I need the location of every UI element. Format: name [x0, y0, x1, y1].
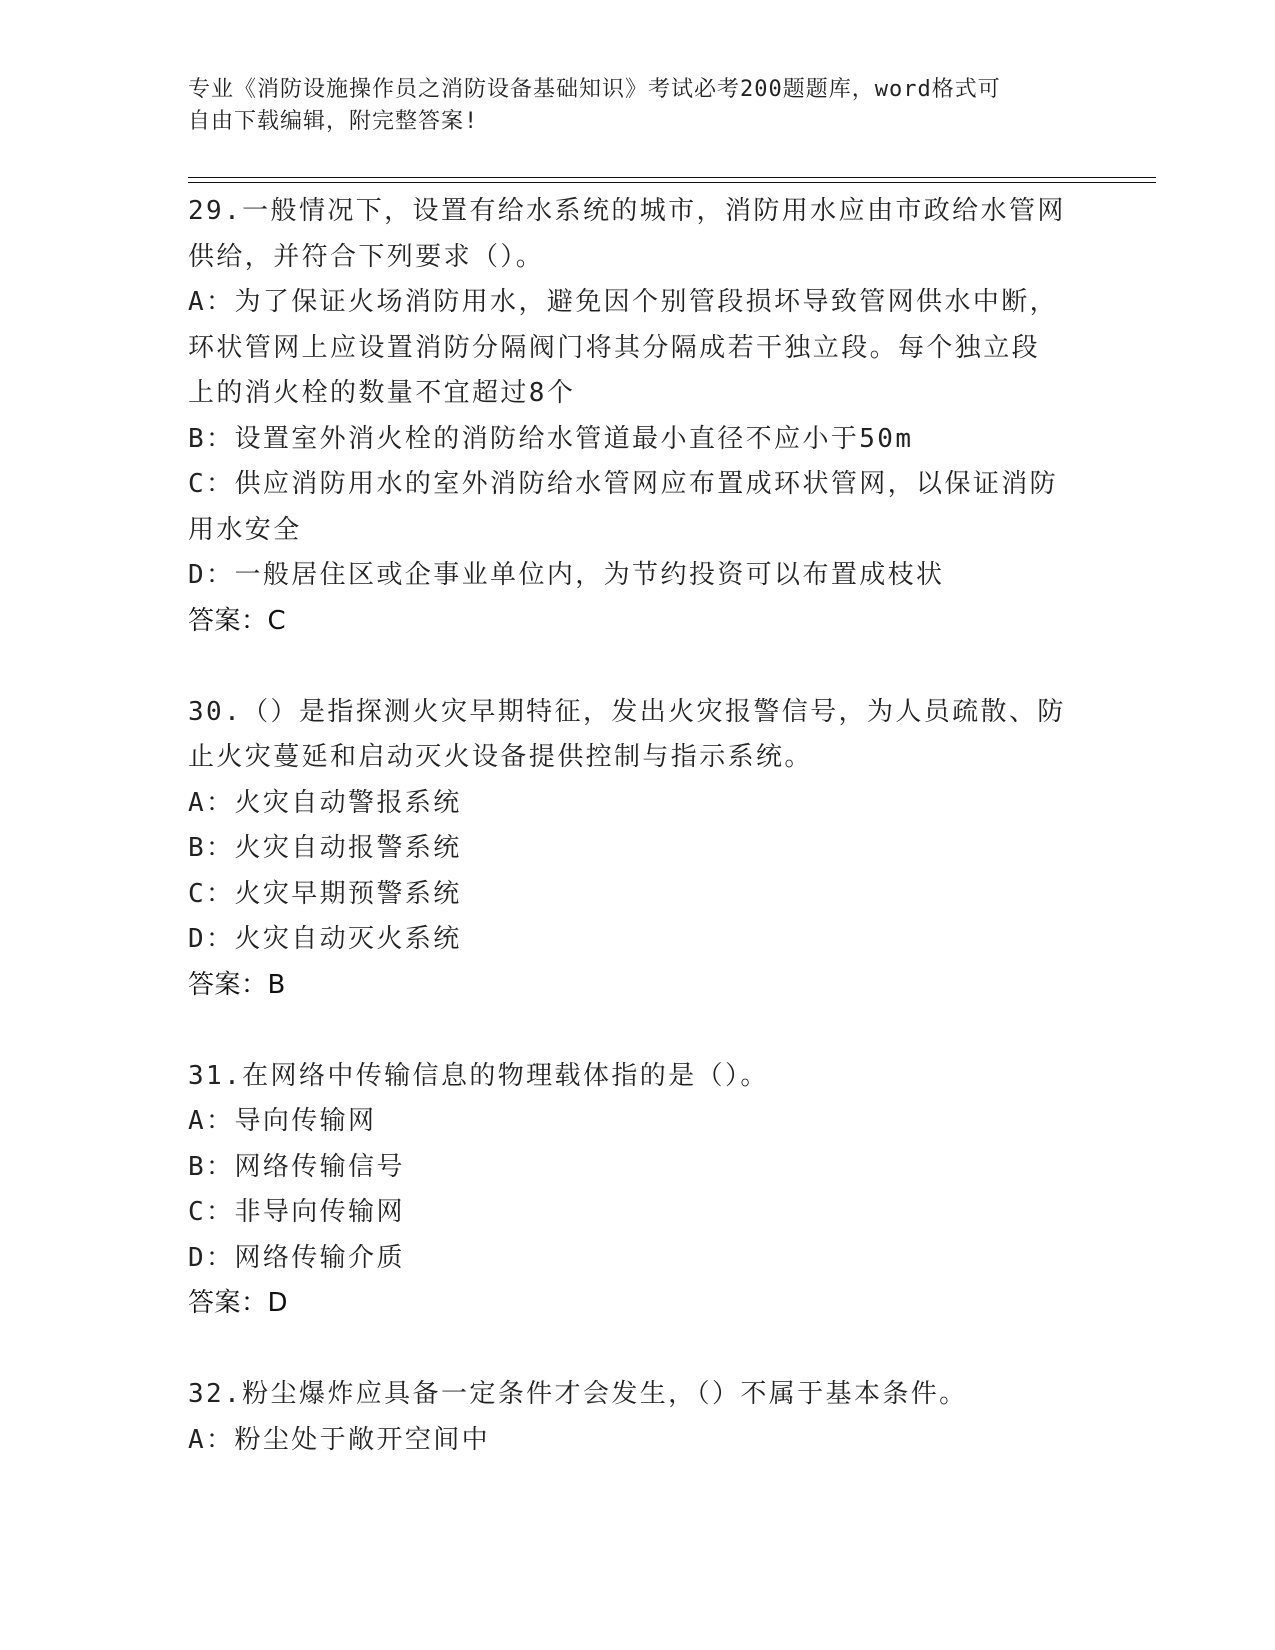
answer-option-line: C：供应消防用水的室外消防给水管网应布置成环状管网，以保证消防	[188, 469, 1059, 499]
answer-option	[188, 553, 1088, 599]
answer-option	[188, 280, 1088, 417]
answer-option-line: B：网络传输信号	[188, 1151, 405, 1182]
answer-option-line: B：火灾自动报警系统	[188, 833, 462, 863]
answer-option	[188, 462, 1088, 553]
question-block	[188, 1054, 1088, 1327]
answer-option	[188, 1099, 1088, 1145]
answer-option-line: D：一般居住区或企事业单位内，为节约投资可以布置成枝状	[188, 560, 945, 590]
question-stem-line: 29.一般情况下，设置有给水系统的城市，消防用水应由市政给水管网	[188, 196, 1066, 226]
question-list	[188, 189, 1088, 1509]
answer-option-line: A：火灾自动警报系统	[188, 787, 462, 818]
question-stem-line: 31.在网络中传输信息的物理载体指的是（）。	[188, 1060, 769, 1091]
question-stem-line: 30.（）是指探测火灾早期特征，发出火灾报警信号，为人员疏散、防	[188, 696, 1066, 727]
question-stem-line: 32.粉尘爆炸应具备一定条件才会发生，（）不属于基本条件。	[188, 1379, 968, 1409]
question-block	[188, 189, 1088, 644]
header-line: 专业《消防设施操作员之消防设备基础知识》考试必考200题题库，word格式可	[188, 77, 1001, 102]
answer-option-line: D：网络传输介质	[188, 1242, 405, 1273]
answer-option	[188, 781, 1088, 827]
question-block	[188, 690, 1088, 1009]
question-block	[188, 1372, 1088, 1463]
answer-option	[188, 1190, 1088, 1236]
answer-option-line: A：为了保证火场消防用水，避免因个别管段损坏导致管网供水中断，	[188, 287, 1059, 317]
answer-option	[188, 826, 1088, 872]
answer-option-line: C：非导向传输网	[188, 1197, 405, 1227]
question-stem-line: 止火灾蔓延和启动灭火设备提供控制与指示系统。	[188, 742, 813, 772]
answer-option-line: D：火灾自动灭火系统	[188, 924, 462, 954]
answer-option-line: A：导向传输网	[188, 1106, 377, 1136]
answer-option-line: 用水安全	[188, 514, 302, 545]
document-header	[188, 74, 1088, 138]
answer-option-line: 环状管网上应设置消防分隔阀门将其分隔成若干独立段。每个独立段	[188, 332, 1041, 363]
answer-option	[188, 917, 1088, 963]
header-line: 自由下载编辑，附完整答案!	[188, 109, 479, 134]
answer-key: 答案：D	[188, 1288, 289, 1318]
answer-option	[188, 1418, 1088, 1464]
question-stem-line: 供给，并符合下列要求（）。	[188, 241, 545, 272]
answer-option	[188, 1145, 1088, 1191]
answer-option-line: B：设置室外消火栓的消防给水管道最小直径不应小于50m	[188, 423, 914, 454]
answer-key: 答案：C	[188, 605, 287, 636]
header-divider	[188, 177, 1156, 178]
answer-option	[188, 1236, 1088, 1282]
answer-key: 答案：B	[188, 969, 286, 1000]
answer-option-line: C：火灾早期预警系统	[188, 878, 462, 909]
answer-option	[188, 417, 1088, 463]
answer-option-line: A：粉尘处于敞开空间中	[188, 1424, 491, 1455]
header-divider	[188, 182, 1156, 183]
answer-option-line: 上的消火栓的数量不宜超过8个	[188, 378, 576, 408]
answer-option	[188, 872, 1088, 918]
